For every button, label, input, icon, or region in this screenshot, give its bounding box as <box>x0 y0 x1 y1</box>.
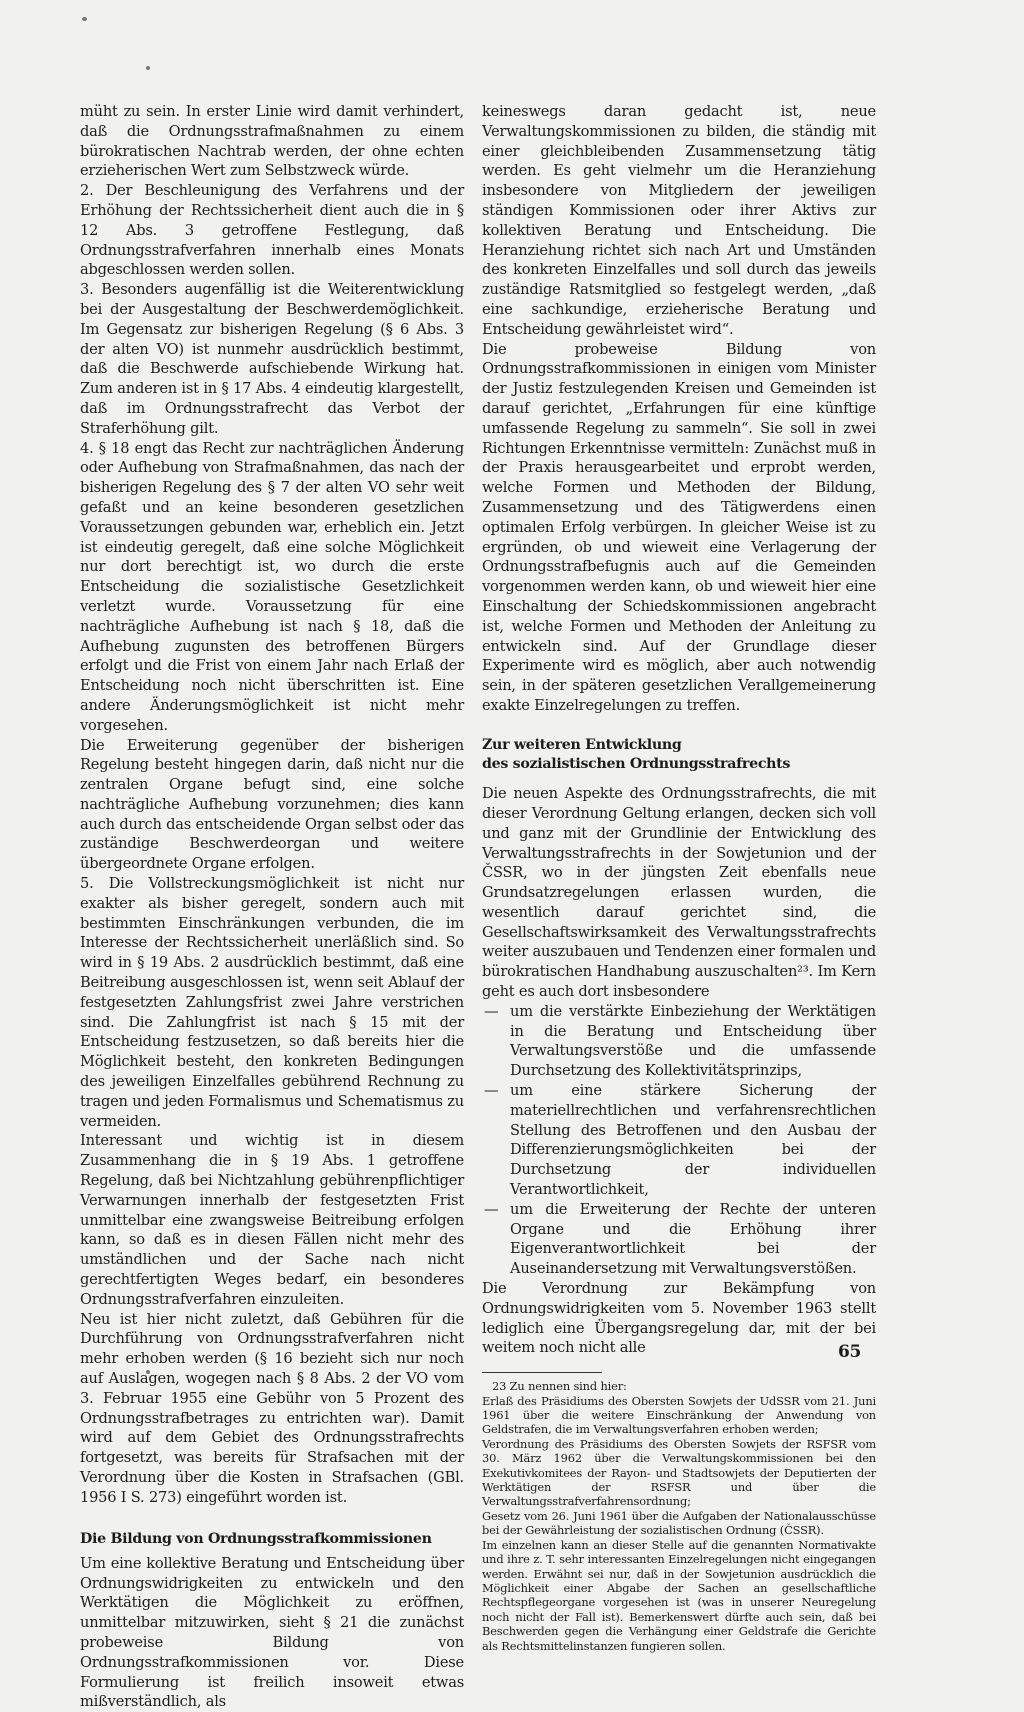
paragraph: keineswegs daran gedacht ist, neue Verwaltungskommissionen zu bilden, die ständig mit einer gleichbleibenden Zusammensetzung tätig werden. Es geht vielmehr um die Heranziehung insbesondere von Mitgliedern der jeweiligen ständigen Kommissionen oder ihrer Aktivs zur kollektiven Beratung und Entscheidung. Die Heranziehung richtet sich nach Art und Umständen des konkreten Einzelfalles und soll durch das jeweils zuständige Ratsmitglied so festgelegt werden, „daß eine sachkundige, erzieherische Beratung und Entscheidung gewährleistet wird“. <box>482 103 876 338</box>
dash-list <box>482 1002 876 1279</box>
paragraph: 5. Die Vollstreckungsmöglichkeit ist nicht nur exakter als bisher geregelt, sondern auch mit bestimmten Einschränkungen verbunden, die im Interesse der Rechtssicherheit unerläßlich sind. So wird in § 19 Abs. 2 ausdrücklich bestimmt, daß eine Beitreibung ausgeschlossen ist, wenn seit Ablauf der festgesetzten Zahlungsfrist zwei Jahre verstrichen sind. Die Zahlungfrist ist nach § 15 mit der Entscheidung festzusetzen, so daß bereits hier die Möglichkeit besteht, den konkreten Bedingungen des jeweiligen Einzelfalles gebührend Rechnung zu tragen und jeden Formalismus und Schematismus zu vermeiden. <box>80 875 464 1130</box>
paragraph: Die probeweise Bildung von Ordnungsstrafkommissionen in einigen vom Minister der Justiz festzulegenden Kreisen und Gemeinden ist darauf gerichtet, „Erfahrungen für eine künftige umfassende Regelung zu sammeln“. Sie soll in zwei Richtungen Erkenntnisse vermitteln: Zunächst muß in der Praxis herausgearbeitet und erprobt werden, welche Formen und Methoden der Bildung, Zusammensetzung und des Tätigwerdens einen optimalen Erfolg verbürgen. In gleicher Weise ist zu ergründen, ob und wieweit eine Verlagerung der Ordnungsstrafbefugnis auch auf die Gemeinden vorgenommen werden kann, ob und wieweit hier eine Einschaltung der Schiedskommissionen angebracht ist, welche Formen und Methoden der Anleitung zu entwickeln sind. Auf der Grundlage dieser Experimente wird es möglich, aber auch notwendig sein, in der späteren gesetzlichen Verallgemeinerung exakte Einzelregelungen zu treffen. <box>482 340 876 714</box>
dash-mark: — <box>484 1082 499 1100</box>
footnote-item: Verordnung des Präsidiums des Obersten Sowjets der RSFSR vom 30. März 1962 über die Verwaltungskommissionen bei den Exekutivkomitees der Rayon- und Stadtsowjets der Deputierten der Werktätigen der RSFSR und über die Verwaltungsstrafverfahrensordnung; <box>482 1436 876 1509</box>
footnote-item: Im einzelnen kann an dieser Stelle auf die genannten Normativakte und ihre z. T. sehr interessanten Einzelregelungen nicht eingegangen werden. Erwähnt sei nur, daß in der Sowjetunion ausdrücklich die Möglichkeit einer Abgabe der Sachen an gesellschaftliche Rechtspflegeorgane vorgesehen ist (was in unserer Neuregelung noch nicht der Fall ist). Bemerkenswert dürfte auch sein, daß bei Beschwerden gegen die Verhängung einer Geldstrafe die Gerichte als Rechtsmittelinstanzen fungieren sollen. <box>482 1537 876 1653</box>
paragraph: 4. § 18 engt das Recht zur nachträglichen Änderung oder Aufhebung von Strafmaßnahmen, das nach der bisherigen Regelung des § 7 der alten VO sehr weit gefaßt und an keine besonderen gesetzlichen Voraussetzungen gebunden war, erheblich ein. Jetzt ist eindeutig geregelt, daß eine solche Möglichkeit nur dort berechtigt ist, wo durch die erste Entscheidung die sozialistische Gesetzlichkeit verletzt wurde. Voraussetzung für eine nachträgliche Aufhebung ist nach § 18, daß die Aufhebung zugunsten des betroffenen Bürgers erfolgt und die Frist von einem Jahr nach Erlaß der Entscheidung noch nicht überschritten ist. Eine andere Änderungsmöglichkeit ist nicht mehr vorgesehen. <box>80 439 464 734</box>
paragraph: 2. Der Beschleunigung des Verfahrens und der Erhöhung der Rechtssicherheit dient auch die in § 12 Abs. 3 getroffene Festlegung, daß Ordnungsstrafverfahren innerhalb eines Monats abgeschlossen werden sollen. <box>80 182 464 279</box>
list-item <box>482 1081 876 1200</box>
scan-speck <box>82 17 87 21</box>
section-heading <box>482 736 876 774</box>
section-heading-line: Zur weiteren Entwicklung <box>482 736 682 753</box>
footnote <box>482 1379 876 1653</box>
section-heading: Die Bildung von Ordnungsstrafkommissionen <box>80 1530 432 1547</box>
scan-speck <box>146 66 150 70</box>
right-column <box>482 102 876 1653</box>
paragraph: Die Verordnung zur Bekämpfung von Ordnungswidrigkeiten vom 5. November 1963 stellt lediglich eine Übergangsregelung dar, mit der bei weitem noch nicht alle <box>482 1280 876 1357</box>
list-item-text: um die verstärkte Einbeziehung der Werktätigen in die Beratung und Entscheidung über Verwaltungsverstöße und die umfassende Durchsetzung des Kollektivitätsprinzips, <box>510 1002 876 1080</box>
footnote-item: Gesetz vom 26. Juni 1961 über die Aufgaben der Nationalausschüsse bei der Gewährleistung der sozialistischen Ordnung (ČSSR). <box>482 1508 876 1538</box>
footnote-rule <box>482 1372 602 1373</box>
paragraph: müht zu sein. In erster Linie wird damit verhindert, daß die Ordnungsstrafmaßnahmen zu einem bürokratischen Nachtrab werden, der ohne echten erzieherischen Wert zum Selbstzweck würde. <box>80 103 464 180</box>
dash-mark: — <box>484 1002 499 1020</box>
paragraph: Um eine kollektive Beratung und Entscheidung über Ordnungswidrigkeiten zu entwickeln und den Werktätigen die Möglichkeit zu eröffnen, unmittelbar mitzuwirken, sieht § 21 die zunächst probeweise Bildung von Ordnungsstrafkommissionen vor. Diese Formulierung ist freilich insoweit etwas mißverständlich, als <box>80 1554 464 1711</box>
dash-mark: — <box>484 1200 499 1218</box>
paragraph: Die Erweiterung gegenüber der bisherigen Regelung besteht hingegen darin, daß nicht nur die zentralen Organe befugt sind, eine solche nachträgliche Aufhebung vorzunehmen; dies kann auch durch das entscheidende Organ selbst oder das zuständige Beschwerdeorgan und weitere übergeordnete Organe erfolgen. <box>80 736 464 873</box>
paragraph: Neu ist hier nicht zuletzt, daß Gebühren für die Durchführung von Ordnungsstrafverfahren nicht mehr erhoben werden (§ 16 bezieht sich nur noch auf Auslagen, wogegen nach § 8 Abs. 2 der VO vom 3. Februar 1955 eine Gebühr von 5 Prozent des Ordnungsstrafbetrages zu entrichten war). Damit wird auf dem Gebiet des Ordnungsstrafrechts fortgesetzt, was bereits für Strafsachen mit der Verordnung über die Kosten in Strafsachen (GBl. 1956 I S. 273) eingeführt worden ist. <box>80 1310 464 1506</box>
page-number: 65 <box>838 1342 862 1362</box>
list-item <box>482 1002 876 1081</box>
paragraph: Interessant und wichtig ist in diesem Zusammenhang die in § 19 Abs. 1 getroffene Regelung, daß bei Nichtzahlung gebührenpflichtiger Verwarnungen innerhalb der festgesetzten Frist unmittelbar eine zwangsweise Beitreibung erfolgen kann, so daß es in diesen Fällen nicht mehr des umständlichen und der Sache nach nicht gerechtfertigten Weges bedarf, ein besonderes Ordnungsstrafverfahren einzuleiten. <box>80 1132 464 1308</box>
list-item-text: um die Erweiterung der Rechte der unteren Organe und die Erhöhung ihrer Eigenverantwortlichkeit bei der Auseinandersetzung mit Verwaltungsverstößen. <box>510 1200 876 1278</box>
left-column <box>80 102 464 1712</box>
footnote-lead: 23 Zu nennen sind hier: <box>492 1379 627 1394</box>
section-heading-line: des sozialistischen Ordnungsstrafrechts <box>482 755 791 772</box>
paragraph: Die neuen Aspekte des Ordnungsstrafrechts, die mit dieser Verordnung Geltung erlangen, decken sich voll und ganz mit der Grundlinie der Entwicklung des Verwaltungsstrafrechts in der Sowjetunion und der ČSSR, wo in der jüngsten Zeit ebenfalls neue Grundsatzregelungen erlassen wurden, die wesentlich darauf gerichtet sind, die Gesellschaftswirksamkeit des Verwaltungsstrafrechts weiter auszubauen und Tendenzen einer formalen und bürokratischen Handhabung auszuschalten²³. Im Kern geht es auch dort insbesondere <box>482 785 876 1001</box>
list-item <box>482 1200 876 1279</box>
list-item-text: um eine stärkere Sicherung der materiellrechtlichen und verfahrensrechtlichen Stellung des Betroffenen und den Ausbau der Differenzierungsmöglichkeiten bei der Durchsetzung der individuellen Verantwortlichkeit, <box>510 1082 876 1199</box>
paragraph: 3. Besonders augenfällig ist die Weiterentwicklung bei der Ausgestaltung der Beschwerdemöglichkeit. Im Gegensatz zur bisherigen Regelung (§ 6 Abs. 3 der alten VO) ist nunmehr ausdrücklich bestimmt, daß die Beschwerde aufschiebende Wirkung hat. Zum anderen ist in § 17 Abs. 4 eindeutig klargestellt, daß im Ordnungsstrafrecht das Verbot der Straferhöhung gilt. <box>80 281 464 437</box>
footnote-item: Erlaß des Präsidiums des Obersten Sowjets der UdSSR vom 21. Juni 1961 über die weitere Einschränkung der Anwendung von Geldstrafen, die im Verwaltungsverfahren erhoben werden; <box>482 1393 876 1437</box>
